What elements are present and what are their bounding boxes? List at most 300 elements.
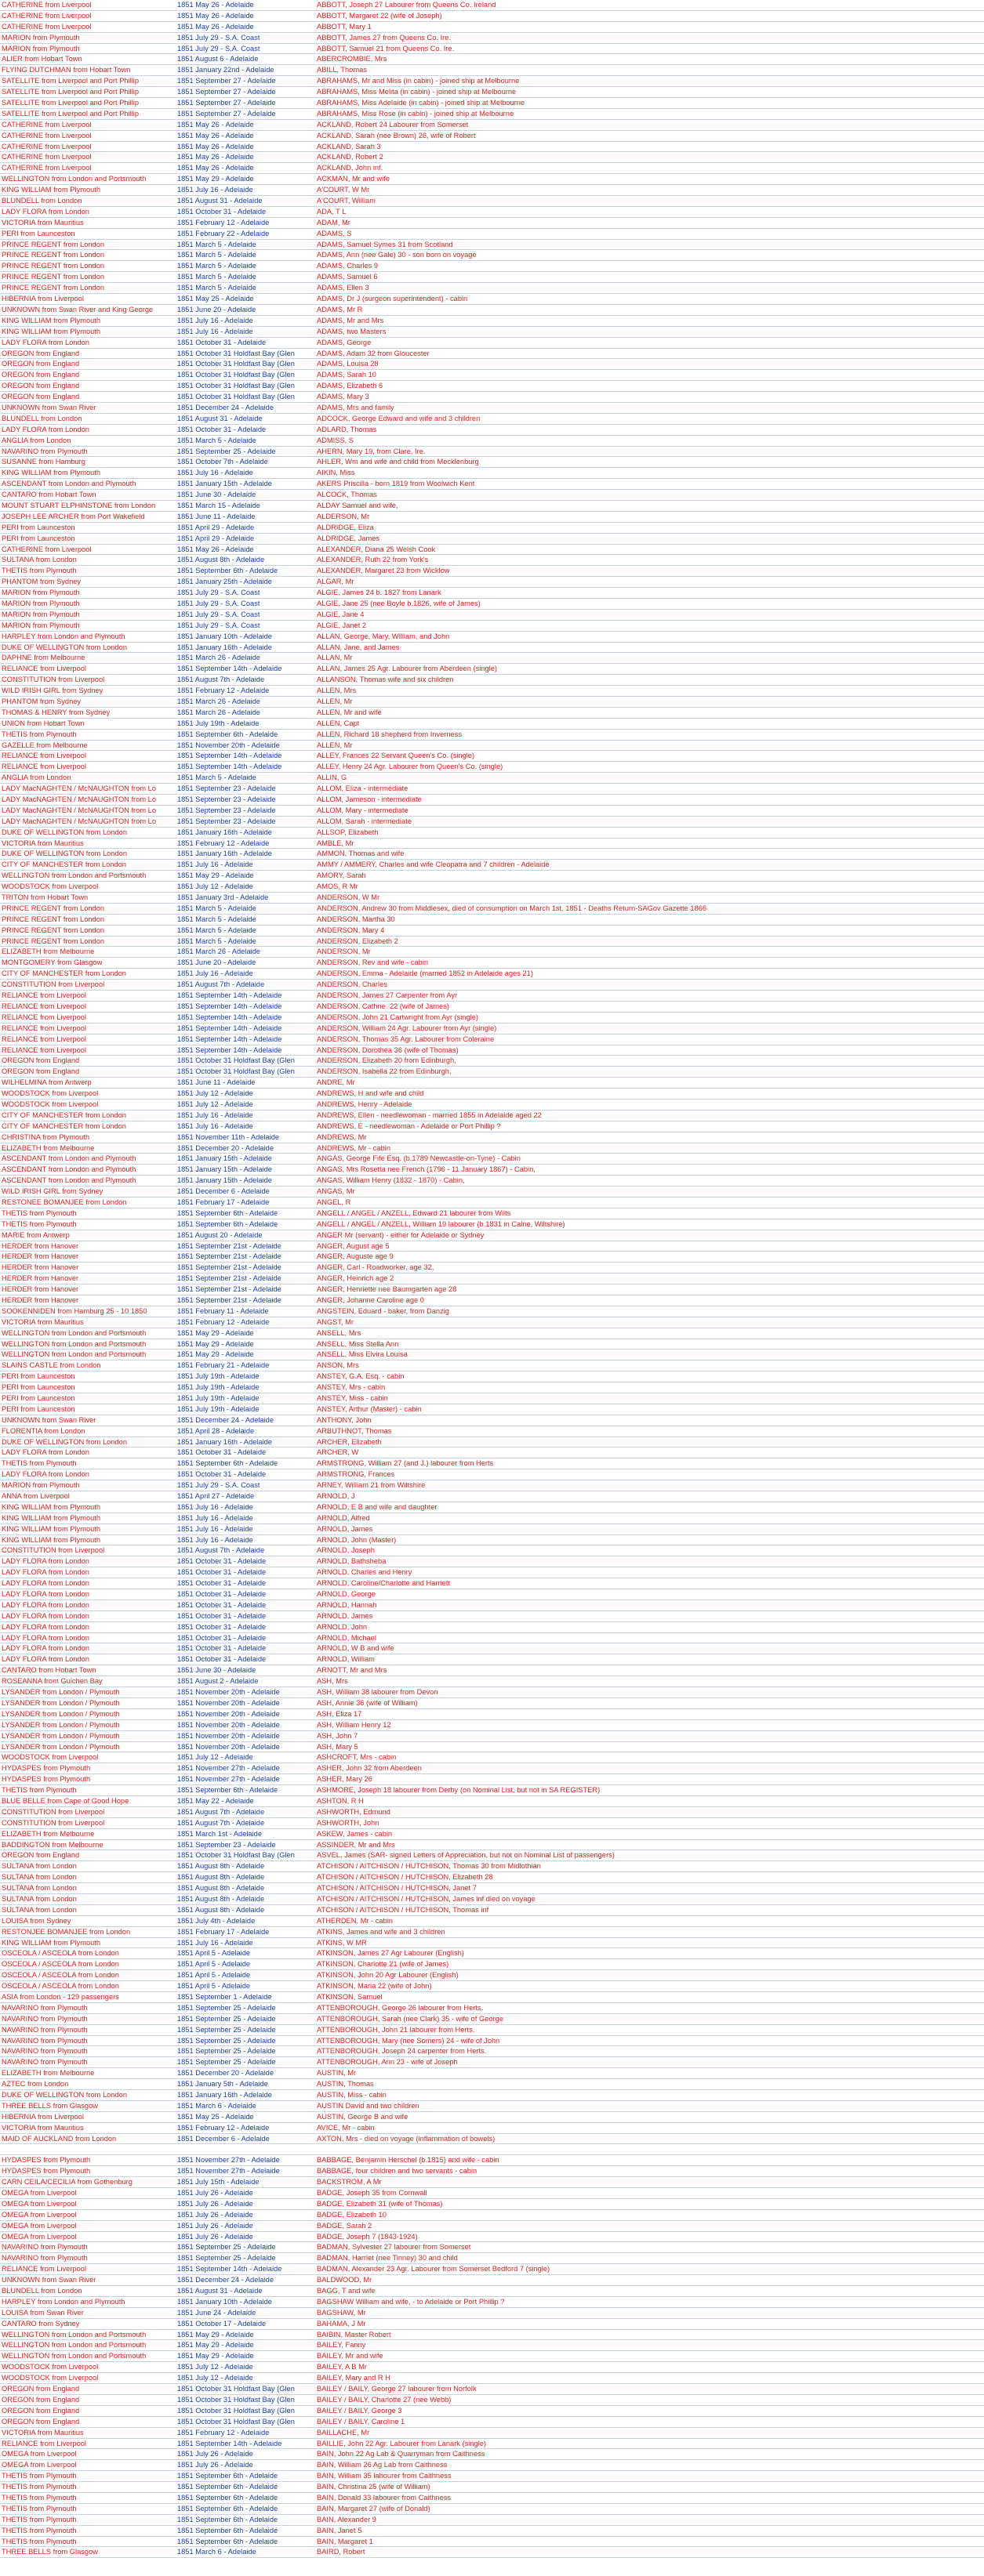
passenger-name-cell: BAILEY, A B Mr (317, 2363, 367, 2371)
arrival-date-cell: 1851 August 8th - Adelaide (177, 556, 265, 564)
table-row (0, 2308, 984, 2319)
table-row (0, 1437, 984, 1448)
ship-cell: LADY MacNAGHTEN / McNAUGHTON from Lo (2, 784, 156, 793)
passenger-name-cell: ANDERSON, Dorothea 36 (wife of Thomas) (317, 1045, 459, 1054)
table-row (0, 632, 984, 643)
ship-cell: OMEGA from Liverpool (2, 2199, 77, 2208)
ship-cell: LADY FLORA from London (2, 1611, 89, 1620)
arrival-date-cell: 1851 May 29 - Adelaide (177, 1350, 254, 1359)
ship-cell: TRITON from Hobart Town (2, 893, 89, 902)
arrival-date-cell: 1851 November 20th - Adelaide (177, 1698, 280, 1707)
ship-cell: RELIANCE from Liverpool (2, 2265, 86, 2273)
ship-cell: KING WILLIAM from Plymouth (2, 1502, 101, 1511)
passenger-name-cell: ARNOTT, Mr and Mrs (317, 1666, 387, 1675)
table-row (0, 795, 984, 806)
ship-cell: RELIANCE from Liverpool (2, 1013, 86, 1021)
passenger-name-cell: BAILEY / BAILY, Charlotte 27 (nee Webb) (317, 2395, 452, 2404)
passenger-name-cell: BAILEY / BAILY, George 27 labourer from Norfolk (317, 2385, 477, 2393)
ship-cell: FLORENTIA from London (2, 1426, 85, 1435)
ship-cell: CONSTITUTION from Liverpool (2, 676, 105, 684)
passenger-name-cell: AMOS, R Mr (317, 882, 358, 891)
ship-cell: CATHERINE from Liverpool (2, 142, 92, 150)
arrival-date-cell: 1851 January 15th - Adelaide (177, 480, 272, 488)
ship-cell: PERI from Launceston (2, 229, 75, 237)
arrival-date-cell: 1851 September 6th - Adelaide (177, 2537, 278, 2545)
passenger-name-cell: BAIN, John 22 Ag Lab & Quarryman from Caithness (317, 2450, 485, 2458)
arrival-date-cell: 1851 December 6 - Adelaide (177, 1187, 270, 1196)
passenger-name-cell: BAILEY, Mr and wife (317, 2352, 383, 2360)
arrival-date-cell: 1851 April 5 - Adelaide (177, 1960, 251, 1969)
table-row (0, 425, 984, 436)
arrival-date-cell: 1851 September 14th - Adelaide (177, 665, 282, 673)
ship-cell: SATELLITE from Liverpool and Port Phillip (2, 88, 139, 96)
table-row (0, 1524, 984, 1535)
table-row (0, 2144, 984, 2155)
arrival-date-cell: 1851 February 12 - Adelaide (177, 2123, 270, 2132)
table-row (0, 1447, 984, 1458)
arrival-date-cell: 1851 June 11 - Adelaide (177, 1078, 256, 1087)
passenger-name-cell: BADGE, Sarah 2 (317, 2221, 372, 2230)
passenger-name-cell: ASH, Eliza 17 (317, 1709, 362, 1718)
table-row (0, 1415, 984, 1426)
table-row (0, 1709, 984, 1720)
ship-cell: CITY OF MANCHESTER from London (2, 1121, 126, 1130)
arrival-date-cell: 1851 April 27 - Adelaide (177, 1492, 255, 1501)
ship-cell: HERDER from Hanover (2, 1285, 79, 1294)
table-row (0, 2112, 984, 2123)
passenger-name-cell: ANSON, Mrs (317, 1361, 359, 1370)
passenger-name-cell: ADAMS, Mrs and family (317, 403, 394, 411)
table-row (0, 392, 984, 403)
arrival-date-cell: 1851 July 26 - Adelaide (177, 2210, 253, 2219)
arrival-date-cell: 1851 August 8th - Adelaide (177, 1862, 265, 1871)
passenger-name-cell: ANDREWS, H and wife and child (317, 1089, 424, 1098)
arrival-date-cell: 1851 October 31 - Adelaide (177, 1470, 267, 1479)
ship-cell: NAVARINO from Plymouth (2, 2243, 88, 2252)
passenger-name-cell: ALGIE, Janet 2 (317, 621, 367, 629)
arrival-date-cell: 1851 May 25 - Adelaide (177, 295, 254, 303)
passenger-name-cell: ABBOTT, Samuel 21 from Queens Co. Ire. (317, 44, 455, 53)
table-row (0, 1938, 984, 1949)
arrival-date-cell: 1851 September 21st - Adelaide (177, 1263, 281, 1272)
arrival-date-cell: 1851 September 6th - Adelaide (177, 2472, 278, 2480)
ship-cell: NAVARINO from Plymouth (2, 2014, 88, 2023)
arrival-date-cell: 1851 July 26 - Adelaide (177, 2461, 253, 2469)
ship-cell: ASCENDANT from London and Plymouth (2, 1176, 136, 1185)
passenger-name-cell: ALLOM, Jameson - intermediate (317, 795, 422, 804)
passenger-name-cell: ARNOLD, Alfred (317, 1513, 370, 1522)
passenger-name-cell: ANDERSON, W Mr (317, 893, 380, 902)
passenger-name-cell: BAILEY / BAILY, George 3 (317, 2406, 402, 2415)
arrival-date-cell: 1851 May 29 - Adelaide (177, 1339, 254, 1348)
table-row (0, 599, 984, 610)
table-row (0, 44, 984, 55)
table-row (0, 1763, 984, 1774)
arrival-date-cell: 1851 July 16 - Adelaide (177, 1502, 253, 1511)
table-row (0, 1872, 984, 1883)
table-row (0, 1360, 984, 1371)
ship-cell: HIBERNIA from Liverpool (2, 295, 84, 303)
ship-cell: ANGLIA from London (2, 436, 71, 444)
arrival-date-cell: 1851 August 7th - Adelaide (177, 1818, 265, 1827)
ship-cell: ALIER from Hobart Town (2, 55, 82, 63)
arrival-date-cell: 1851 March 5 - Adelaide (177, 284, 256, 292)
arrival-date-cell: 1851 July 26 - Adelaide (177, 2221, 253, 2230)
table-row (0, 1774, 984, 1785)
table-row (0, 2384, 984, 2395)
arrival-date-cell: 1851 December 24 - Adelaide (177, 403, 274, 411)
arrival-date-cell: 1851 September 23 - Adelaide (177, 817, 276, 825)
table-row (0, 741, 984, 752)
arrival-date-cell: 1851 October 31 Holdfast Bay (Glen (177, 371, 295, 379)
ship-cell: LADY FLORA from London (2, 425, 89, 433)
ship-cell: WELLINGTON from London and Portsmouth (2, 1328, 147, 1337)
table-row (0, 1219, 984, 1230)
table-row (0, 991, 984, 1002)
passenger-name-cell: AHERN, Mary 19, from Clare, Ire. (317, 447, 426, 455)
passenger-name-cell: BAIN, William 35 labourer from Caithness (317, 2472, 452, 2480)
ship-cell: ASCENDANT from London and Plymouth (2, 1154, 136, 1163)
arrival-date-cell: 1851 May 29 - Adelaide (177, 175, 254, 183)
table-row (0, 436, 984, 447)
table-row (0, 1654, 984, 1665)
ship-cell: THETIS from Plymouth (2, 1219, 77, 1228)
arrival-date-cell: 1851 March 5 - Adelaide (177, 937, 256, 945)
ship-cell: HARPLEY from London and Plymouth (2, 2297, 125, 2306)
ship-cell: OREGON from England (2, 382, 80, 390)
arrival-date-cell: 1851 September 6th - Adelaide (177, 730, 278, 738)
arrival-date-cell: 1851 August 31 - Adelaide (177, 197, 263, 205)
ship-cell: HARPLEY from London and Plymouth (2, 632, 125, 640)
ship-cell: LADY FLORA from London (2, 1600, 89, 1609)
table-row (0, 2014, 984, 2025)
passenger-name-cell: BAGG, T and wife (317, 2287, 376, 2295)
table-row (0, 2166, 984, 2177)
arrival-date-cell: 1851 September 6th - Adelaide (177, 1786, 278, 1795)
table-row (0, 1731, 984, 1742)
passenger-name-cell: ARNOLD, Charles and Henry (317, 1568, 412, 1577)
table-row (0, 577, 984, 588)
table-row (0, 1458, 984, 1469)
table-row (0, 250, 984, 261)
arrival-date-cell: 1851 July 29 - S.A. Coast (177, 589, 260, 597)
arrival-date-cell: 1851 February 12 - Adelaide (177, 839, 270, 847)
table-row (0, 969, 984, 980)
ship-cell: OREGON from England (2, 1056, 80, 1065)
table-row (0, 1970, 984, 1981)
arrival-date-cell: 1851 July 12 - Adelaide (177, 2374, 253, 2382)
table-row (0, 2297, 984, 2308)
table-row (0, 1197, 984, 1208)
passenger-name-cell: AUSTIN David and two children (317, 2101, 419, 2110)
ship-cell: HERDER from Hanover (2, 1263, 79, 1272)
ship-cell: DUKE OF WELLINGTON from London (2, 643, 127, 651)
ship-cell: SULTANA from London (2, 556, 77, 564)
arrival-date-cell: 1851 September 23 - Adelaide (177, 784, 276, 793)
ship-cell: PRINCE REGENT from London (2, 262, 105, 270)
ship-cell: PHANTOM from Sydney (2, 578, 82, 586)
arrival-date-cell: 1851 March 1st - Adelaide (177, 1829, 263, 1838)
passenger-name-cell: ALLSOP, Elizabeth (317, 828, 379, 836)
ship-cell: WOODSTOCK from Liverpool (2, 2363, 99, 2371)
ship-cell: LADY FLORA from London (2, 1568, 89, 1577)
table-row (0, 1263, 984, 1274)
passenger-name-cell: ANDRE, Mr (317, 1078, 355, 1087)
passenger-name-cell: ALGAR, Mr (317, 578, 354, 586)
passenger-name-cell: ANGER Mr (servant) - either for Adelaide or Sydney (317, 1230, 485, 1239)
passenger-name-cell: BADMAN, Alexander 23 Agr. Labourer from Somerset Bedford 7 (single) (317, 2265, 550, 2273)
passenger-name-cell: ANSTEY, G.A. Esq. - cabin (317, 1372, 405, 1381)
passenger-name-cell: ATKINSON, James 27 Agr Labourer (English) (317, 1949, 464, 1958)
ship-cell: PRINCE REGENT from London (2, 284, 105, 292)
ship-cell: THETIS from Plymouth (2, 2504, 77, 2513)
ship-cell: MARIE from Antwerp (2, 1230, 70, 1239)
ship-cell: PRINCE REGENT from London (2, 251, 105, 259)
arrival-date-cell: 1851 October 31 Holdfast Bay (Glen (177, 382, 295, 390)
ship-cell: UNKNOWN from Swan River (2, 1415, 96, 1424)
table-row (0, 1143, 984, 1154)
table-row (0, 2351, 984, 2362)
table-row (0, 2286, 984, 2297)
passenger-name-cell: ANSTEY, Miss - cabin (317, 1394, 388, 1402)
passenger-name-cell: ANDERSON, James 27 Carpenter from Ayr (317, 991, 458, 1000)
arrival-date-cell: 1851 July 29 - S.A. Coast (177, 33, 260, 42)
arrival-date-cell: 1851 February 17 - Adelaide (177, 1197, 270, 1206)
ship-cell: NAVARINO from Plymouth (2, 2003, 88, 2012)
passenger-name-cell: BAHAMA, J Mr (317, 2319, 366, 2328)
passenger-name-cell: ANDREWS, Ellen - needlewoman - married 1855 in Adelaide aged 22 (317, 1110, 542, 1119)
arrival-date-cell: 1851 July 16 - Adelaide (177, 1535, 253, 1544)
ship-cell: PRINCE REGENT from London (2, 273, 105, 281)
arrival-date-cell: 1851 July 4th - Adelaide (177, 1916, 256, 1925)
table-row (0, 1165, 984, 1176)
ship-cell: MOUNT STUART ELPHINSTONE from London (2, 501, 156, 509)
passenger-name-cell: BAIN, Christina 25 (wife of William) (317, 2483, 430, 2491)
passenger-name-cell: ANSELL, Miss Stella Ann (317, 1339, 399, 1348)
arrival-date-cell: 1851 April 5 - Adelaide (177, 1982, 251, 1991)
passenger-name-cell: ADAMS, Sarah 10 (317, 371, 376, 379)
ship-cell: HYDASPES from Plymouth (2, 1764, 91, 1773)
arrival-date-cell: 1851 February 12 - Adelaide (177, 1317, 270, 1326)
ship-cell: RELIANCE from Liverpool (2, 1024, 86, 1032)
arrival-date-cell: 1851 September 25 - Adelaide (177, 2036, 276, 2045)
ship-cell: RELIANCE from Liverpool (2, 665, 86, 673)
table-row (0, 1796, 984, 1807)
arrival-date-cell: 1851 April 5 - Adelaide (177, 1971, 251, 1980)
ship-cell: CATHERINE from Liverpool (2, 153, 92, 161)
ship-cell: HYDASPES from Plymouth (2, 2167, 91, 2176)
ship-cell: CATHERINE from Liverpool (2, 22, 92, 31)
table-row (0, 2123, 984, 2134)
arrival-date-cell: 1851 March 26 - Adelaide (177, 708, 260, 716)
arrival-date-cell: 1851 September 6th - Adelaide (177, 1208, 278, 1217)
arrival-date-cell: 1851 December 24 - Adelaide (177, 2276, 274, 2284)
passenger-name-cell: BAIN, Alexander 9 (317, 2515, 376, 2523)
ship-cell: NAVARINO from Plymouth (2, 2254, 88, 2263)
arrival-date-cell: 1851 July 16 - Adelaide (177, 1513, 253, 1522)
table-row (0, 751, 984, 762)
passenger-name-cell: ASH, Mrs (317, 1677, 348, 1686)
ship-cell: LOUISA from Sydney (2, 1916, 71, 1925)
ship-cell: PERI from Launceston (2, 534, 75, 542)
table-row (0, 2134, 984, 2145)
ship-cell: SATELLITE from Liverpool and Port Phillip (2, 99, 139, 107)
arrival-date-cell: 1851 May 26 - Adelaide (177, 153, 254, 161)
ship-cell: THETIS from Plymouth (2, 2493, 77, 2502)
table-row (0, 98, 984, 109)
ship-cell: OREGON from England (2, 1851, 80, 1860)
passenger-name-cell: BAILEY / BAILY, Caroline 1 (317, 2417, 405, 2426)
passenger-name-cell: ARNOLD, Hannah (317, 1600, 377, 1609)
arrival-date-cell: 1851 October 31 - Adelaide (177, 1448, 267, 1457)
arrival-date-cell: 1851 September 21st - Adelaide (177, 1274, 281, 1283)
table-row (0, 2449, 984, 2460)
arrival-date-cell: 1851 October 31 - Adelaide (177, 338, 267, 346)
table-row (0, 2373, 984, 2384)
arrival-date-cell: 1851 March 26 - Adelaide (177, 697, 260, 705)
table-row (0, 1230, 984, 1241)
arrival-date-cell: 1851 October 31 Holdfast Bay (Glen (177, 2385, 295, 2393)
arrival-date-cell: 1851 September 14th - Adelaide (177, 1024, 282, 1032)
passenger-name-cell: ANDREWS, E - needlewoman - Adelaide or Port Phillip ? (317, 1121, 501, 1130)
passenger-name-cell: ASHCROFT, Mrs - cabin (317, 1753, 397, 1762)
passenger-name-cell: ADAMS, Ann (nee Gale) 30 - son born on voyage (317, 251, 477, 259)
table-row (0, 2460, 984, 2471)
table-row (0, 1807, 984, 1818)
arrival-date-cell: 1851 June 30 - Adelaide (177, 491, 256, 499)
passenger-name-cell: ANGAS, Mrs Rosetta nee French (1796 - 11 January 1867) - Cabin, (317, 1165, 536, 1174)
arrival-date-cell: 1851 October 31 Holdfast Bay (Glen (177, 2417, 295, 2426)
passenger-name-cell: BADGE, Joseph 35 from Cornwall (317, 2189, 427, 2197)
table-row (0, 142, 984, 153)
table-row (0, 2406, 984, 2417)
table-row (0, 915, 984, 926)
passenger-name-cell: ALLOM, Eliza - intermediate (317, 784, 408, 793)
ship-cell: SATELLITE from Liverpool and Port Phillip (2, 109, 139, 118)
table-row (0, 697, 984, 708)
ship-cell: SATELLITE from Liverpool and Port Phillip (2, 77, 139, 85)
ship-cell: CONSTITUTION from Liverpool (2, 1546, 105, 1555)
arrival-date-cell: 1851 March 5 - Adelaide (177, 904, 256, 912)
arrival-date-cell: 1851 July 19th - Adelaide (177, 1372, 260, 1381)
ship-cell: NAVARINO from Plymouth (2, 2058, 88, 2067)
table-row (0, 1404, 984, 1415)
ship-cell: CATHERINE from Liverpool (2, 11, 92, 20)
passenger-name-cell: ABBOTT, James 27 from Queens Co. Ire. (317, 33, 452, 42)
ship-cell: LADY FLORA from London (2, 338, 89, 346)
arrival-date-cell: 1851 January 25th - Adelaide (177, 578, 272, 586)
table-row (0, 2242, 984, 2253)
arrival-date-cell: 1851 July 16 - Adelaide (177, 1524, 253, 1533)
passenger-name-cell: ARNOLD, Caroline/Charlotte and Harriett (317, 1579, 450, 1588)
arrival-date-cell: 1851 November 20th - Adelaide (177, 1720, 280, 1729)
passenger-name-cell: ANDERSON, Isabella 22 from Edinburgh, (317, 1067, 452, 1076)
table-row (0, 1426, 984, 1437)
ship-cell: OMEGA from Liverpool (2, 2210, 77, 2219)
arrival-date-cell: 1851 September 1 - Adelaide (177, 1992, 272, 2001)
arrival-date-cell: 1851 January 16th - Adelaide (177, 2091, 272, 2099)
arrival-date-cell: 1851 December 20 - Adelaide (177, 2069, 274, 2078)
passenger-name-cell: ATTENBOROUGH, Ann 23 - wife of Joseph (317, 2058, 458, 2067)
ship-cell: UNION from Hobart Town (2, 719, 85, 727)
arrival-date-cell: 1851 January 15th - Adelaide (177, 1154, 272, 1163)
ship-cell: WELLINGTON from London and Portsmouth (2, 2330, 147, 2339)
arrival-date-cell: 1851 January 3rd - Adelaide (177, 893, 269, 902)
arrival-date-cell: 1851 September 6th - Adelaide (177, 1459, 278, 1468)
arrival-date-cell: 1851 September 6th - Adelaide (177, 2504, 278, 2513)
table-row (0, 1643, 984, 1654)
table-row (0, 1187, 984, 1197)
table-row (0, 849, 984, 860)
arrival-date-cell: 1851 September 25 - Adelaide (177, 2058, 276, 2067)
ship-cell: WOODSTOCK from Liverpool (2, 1100, 99, 1108)
passenger-name-cell: ACKLAND, John inf. (317, 164, 383, 172)
ship-cell: UNKNOWN from Swan River (2, 403, 96, 411)
passenger-name-cell: ANSTEY, Arthur (Master) - cabin (317, 1404, 422, 1413)
table-row (0, 784, 984, 795)
passenger-name-cell: ANGAS, William Henry (1832 - 1870) - Cabin, (317, 1176, 465, 1185)
table-row (0, 163, 984, 174)
arrival-date-cell: 1851 June 11 - Adelaide (177, 512, 256, 520)
ship-cell: SULTANA from London (2, 1905, 77, 1914)
passenger-name-cell: ALDRIDGE, Eliza (317, 523, 374, 531)
arrival-date-cell: 1851 May 26 - Adelaide (177, 1, 254, 9)
passenger-name-cell: ASH, William 38 labourer from Devon (317, 1688, 438, 1697)
passenger-name-cell: ALCOCK, Thomas (317, 491, 377, 499)
arrival-date-cell: 1851 July 26 - Adelaide (177, 2450, 253, 2458)
ship-cell: HYDASPES from Plymouth (2, 2156, 91, 2165)
arrival-date-cell: 1851 July 26 - Adelaide (177, 2199, 253, 2208)
ship-cell: CATHERINE from Liverpool (2, 545, 92, 553)
passenger-name-cell: ALDRIDGE, James (317, 534, 380, 542)
passenger-name-cell: ATCHISON / AITCHISON / HUTCHISON, Elizabeth 28 (317, 1873, 493, 1882)
ship-cell: ELIZABETH from Melbourne (2, 947, 95, 956)
table-row (0, 327, 984, 338)
passenger-name-cell: ANDERSON, Mr (317, 947, 371, 956)
ship-cell: MARION from Plymouth (2, 599, 80, 607)
table-row (0, 381, 984, 392)
arrival-date-cell: 1851 September 14th - Adelaide (177, 752, 282, 760)
passenger-name-cell: ALLAN, George, Mary, William, and John (317, 632, 450, 640)
ship-cell: MARION from Plymouth (2, 44, 80, 53)
arrival-date-cell: 1851 August 2 - Adelaide (177, 1677, 259, 1686)
arrival-date-cell: 1851 November 27th - Adelaide (177, 2167, 280, 2176)
passenger-name-cell: ARNOLD, J (317, 1492, 355, 1501)
table-row (0, 2362, 984, 2373)
passenger-name-cell: AMBLE, Mr (317, 839, 354, 847)
passenger-name-cell: ADAMS, Mary 3 (317, 393, 369, 401)
passenger-name-cell: ALLEY, Henry 24 Agr. Labourer from Queen's Co. (single) (317, 763, 503, 771)
passenger-name-cell: ALLEN, Mr (317, 741, 353, 749)
table-row (0, 1045, 984, 1056)
table-row (0, 1252, 984, 1263)
table-row (0, 1622, 984, 1633)
arrival-date-cell: 1851 November 27th - Adelaide (177, 2156, 280, 2165)
passenger-name-cell: ARNOLD, George (317, 1590, 376, 1599)
table-row (0, 817, 984, 828)
arrival-date-cell: 1851 September 25 - Adelaide (177, 447, 276, 455)
table-row (0, 708, 984, 719)
passenger-name-cell: ADAMS, two Masters (317, 327, 387, 335)
passenger-name-cell: ABRAHAMS, Miss Rose (in cabin) - joined ship at Melbourne (317, 109, 514, 118)
ship-cell: SOOKENNIDEN from Hamburg 25 - 10 1850 (2, 1306, 147, 1315)
arrival-date-cell: 1851 September 14th - Adelaide (177, 1034, 282, 1043)
ship-cell: PRINCE REGENT from London (2, 915, 105, 923)
table-row (0, 2493, 984, 2504)
table-row (0, 762, 984, 773)
table-row (0, 0, 984, 11)
ship-cell: KING WILLIAM from Plymouth (2, 316, 101, 324)
